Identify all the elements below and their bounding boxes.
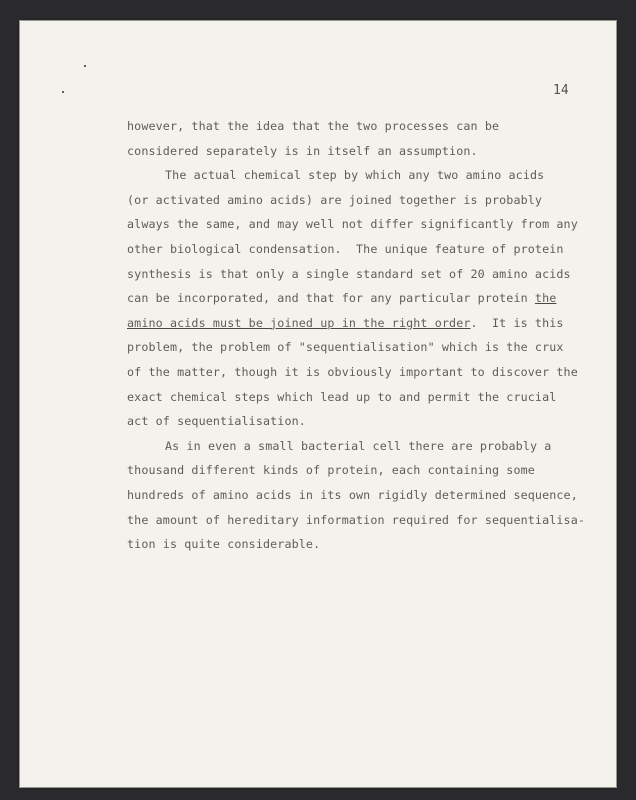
text-line: As in even a small bacterial cell there are probably a (165, 438, 552, 453)
text-line: other biological condensation. The unique feature of protein (127, 241, 564, 256)
underlined-text: the (534, 291, 557, 306)
text-span: can be incorporated, and that for any particular protein (127, 291, 535, 306)
text-line: exact chemical steps which lead up to and permit the crucial (127, 389, 557, 404)
text-line: however, that the idea that the two processes can be (127, 119, 500, 133)
text-line (127, 286, 607, 311)
text-line: of the matter, though it is obviously important to discover the (127, 364, 578, 379)
body-text (127, 114, 607, 557)
text-line: (or activated amino acids) are joined together is probably (127, 192, 543, 207)
stray-mark (84, 65, 86, 67)
text-line: tion is quite considerable. (127, 537, 321, 552)
underlined-text: amino acids must be joined up in the right order (127, 315, 471, 330)
stray-mark (62, 91, 64, 93)
text-line: The actual chemical step by which any two amino acids (165, 168, 545, 183)
text-line: problem, the problem of "sequentialisation" which is the crux (127, 340, 564, 355)
text-line: hundreds of amino acids in its own rigidly determined sequence, (127, 487, 578, 502)
text-line: considered separately is in itself an assumption. (127, 143, 478, 158)
text-line: the amount of hereditary information required for sequentialisa- (127, 512, 586, 527)
text-line: synthesis is that only a single standard set of 20 amino acids (127, 266, 571, 281)
text-line: thousand different kinds of protein, each containing some (127, 463, 535, 478)
text-line: always the same, and may well not differ significantly from any (127, 217, 578, 232)
page-number: 14 (553, 83, 569, 98)
text-line (127, 311, 607, 336)
text-span: . It is this (470, 315, 564, 330)
text-line: act of sequentialisation. (127, 414, 306, 429)
document-page (19, 20, 617, 788)
